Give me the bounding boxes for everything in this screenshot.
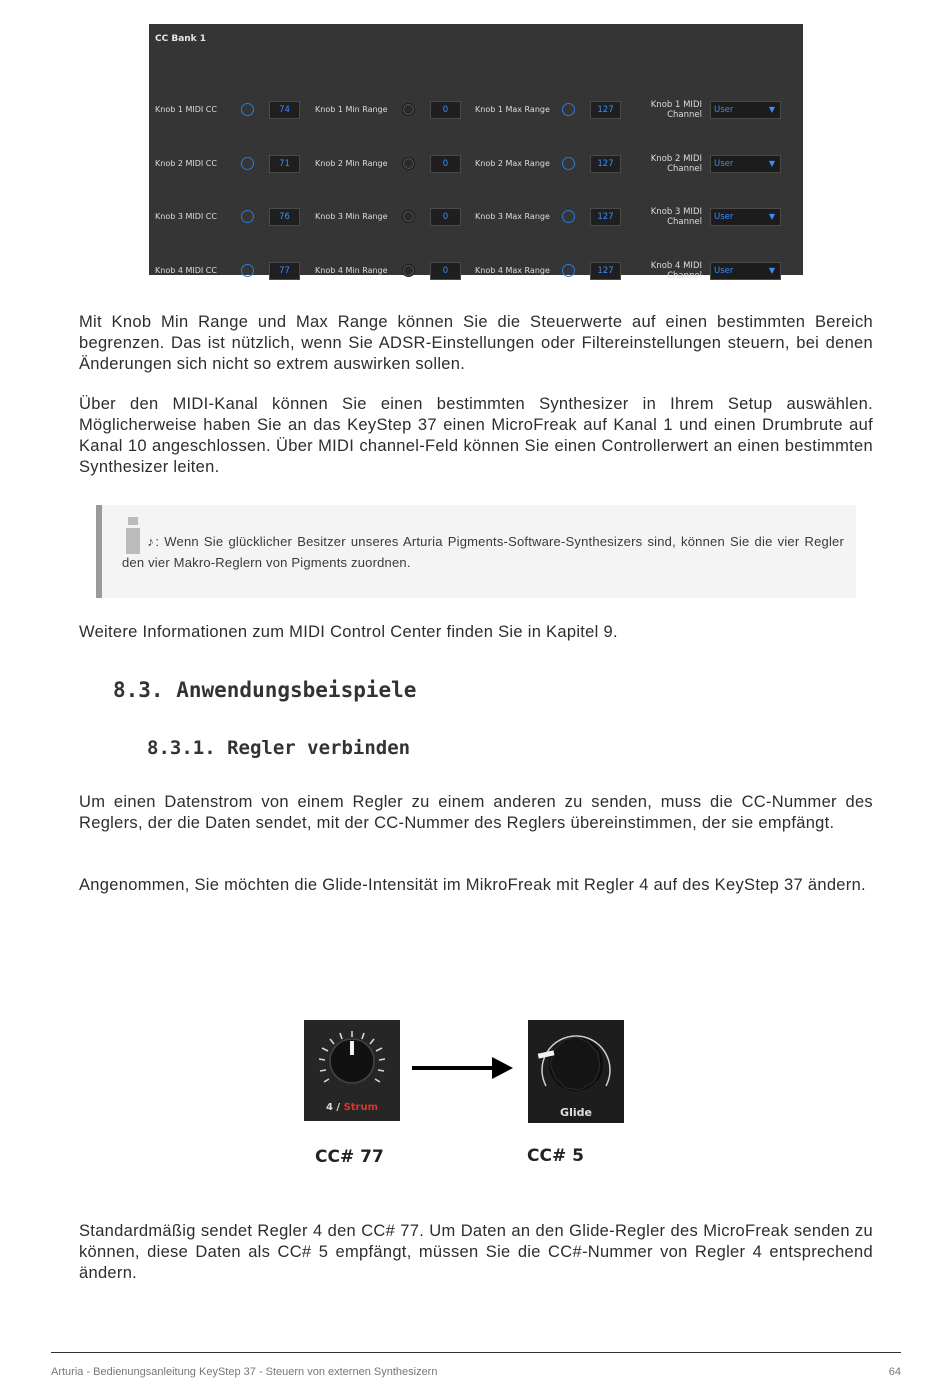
- page-number: 64: [888, 1366, 901, 1378]
- panel-title: CC Bank 1: [155, 34, 207, 44]
- dropdown-arrow-icon: ▼: [768, 105, 775, 114]
- channel-label-line2: Channel: [667, 164, 702, 174]
- max-range-knob-icon[interactable]: [562, 157, 575, 170]
- dropdown-arrow-icon: ▼: [768, 266, 775, 275]
- min-range-field[interactable]: 0: [430, 101, 461, 119]
- min-range-label: Knob 2 Min Range: [315, 159, 388, 168]
- max-range-field[interactable]: 127: [590, 155, 621, 173]
- channel-label: [644, 261, 702, 281]
- knob-label: [304, 1102, 400, 1113]
- channel-label-line1: Knob 1 MIDI: [650, 100, 702, 110]
- knob-label-name: Strum: [343, 1102, 379, 1113]
- paragraph-default-cc: Standardmäßig sendet Regler 4 den CC# 77. Um Daten an den Glide-Regler des MicroFreak senden zu können, diese Daten als CC# 5 empfängt, müssen Sie die CC#-Nummer von Regler 4 entsprechend ändern.: [79, 1222, 873, 1282]
- channel-label: [644, 207, 702, 227]
- cc-label: Knob 1 MIDI CC: [155, 105, 217, 114]
- knob-row-1: [149, 99, 803, 123]
- arrow-right-icon: [412, 1055, 514, 1081]
- min-range-knob-icon[interactable]: [402, 210, 415, 223]
- min-range-label: Knob 4 Min Range: [315, 266, 388, 275]
- cc-label: Knob 3 MIDI CC: [155, 212, 217, 221]
- min-range-field[interactable]: 0: [430, 208, 461, 226]
- channel-value: User: [714, 212, 734, 222]
- max-range-label: Knob 4 Max Range: [475, 266, 550, 275]
- min-range-label: Knob 3 Min Range: [315, 212, 388, 221]
- channel-label-line2: Channel: [667, 271, 702, 281]
- knob-row-3: [149, 206, 803, 230]
- cc77-caption: CC# 77: [315, 1147, 384, 1167]
- channel-label-line2: Channel: [667, 110, 702, 120]
- channel-dropdown[interactable]: [710, 155, 781, 173]
- paragraph-more-info: Weitere Informationen zum MIDI Control Center finden Sie in Kapitel 9.: [79, 623, 618, 641]
- min-range-field[interactable]: 0: [430, 262, 461, 280]
- channel-label: [644, 100, 702, 120]
- cc-bank-panel: [149, 24, 803, 281]
- note-content: ♪: Wenn Sie glücklicher Besitzer unseres Arturia Pigments-Software-Synthesizers sind, können Sie die vier Regler den vier Makro-Reglern von Pigments zuordnen.: [122, 534, 844, 570]
- dropdown-arrow-icon: ▼: [768, 212, 775, 221]
- channel-label: [644, 154, 702, 174]
- cc-value-field[interactable]: 74: [269, 101, 300, 119]
- microfreak-glide-image: [528, 1020, 624, 1123]
- cc-value-field[interactable]: 71: [269, 155, 300, 173]
- max-range-label: Knob 1 Max Range: [475, 105, 550, 114]
- section-heading: 8.3. Anwendungsbeispiele: [113, 678, 417, 702]
- paragraph-example: Angenommen, Sie möchten die Glide-Intensität im MikroFreak mit Regler 4 auf des KeyStep 37 ändern.: [79, 876, 866, 894]
- paragraph-midi-channel: Über den MIDI-Kanal können Sie einen bestimmten Synthesizer in Ihrem Setup auswählen. Möglicherweise haben Sie an das KeyStep 37 einen MicroFreak auf Kanal 1 und einen Drumbrute auf Kanal 10 angeschlossen. Über MIDI channel-Feld können Sie einen Controllerwert an einen bestimmten Synthesizer leiten.: [79, 395, 873, 476]
- knob-row-4: [149, 260, 803, 284]
- channel-value: User: [714, 266, 734, 276]
- info-note-box: [96, 505, 856, 598]
- channel-dropdown[interactable]: [710, 101, 781, 119]
- paragraph-cc-number: Um einen Datenstrom von einem Regler zu einem anderen zu senden, muss die CC-Nummer des Reglers, der die Daten sendet, mit der CC-Nummer des Reglers übereinstimmen, der sie empfängt.: [79, 793, 873, 832]
- note-text: [122, 531, 844, 573]
- footer-divider: [51, 1352, 901, 1353]
- cc-knob-icon[interactable]: [241, 264, 254, 277]
- max-range-field[interactable]: 127: [590, 262, 621, 280]
- max-range-field[interactable]: 127: [590, 208, 621, 226]
- keystep-knob-4-image: [304, 1020, 400, 1121]
- cc-knob-icon[interactable]: [241, 210, 254, 223]
- cc-label: Knob 2 MIDI CC: [155, 159, 217, 168]
- footer-text: Arturia - Bedienungsanleitung KeyStep 37 - Steuern von externen Synthesizern: [51, 1366, 438, 1378]
- channel-label-line1: Knob 3 MIDI: [650, 207, 702, 217]
- cc-value-field[interactable]: 77: [269, 262, 300, 280]
- channel-value: User: [714, 159, 734, 169]
- min-range-field[interactable]: 0: [430, 155, 461, 173]
- min-range-label: Knob 1 Min Range: [315, 105, 388, 114]
- channel-label-line2: Channel: [667, 217, 702, 227]
- min-range-knob-icon[interactable]: [402, 157, 415, 170]
- paragraph-min-max-range: Mit Knob Min Range und Max Range können Sie die Steuerwerte auf einen bestimmten Bereich begrenzen. Das ist nützlich, wenn Sie ADSR-Einstellungen oder Filtereinstellungen steuern, bei denen Änderungen sich nicht so extrem auswirken sollen.: [79, 313, 873, 373]
- max-range-knob-icon[interactable]: [562, 264, 575, 277]
- cc-knob-icon[interactable]: [241, 103, 254, 116]
- channel-dropdown[interactable]: [710, 208, 781, 226]
- cc-knob-icon[interactable]: [241, 157, 254, 170]
- max-range-field[interactable]: 127: [590, 101, 621, 119]
- max-range-label: Knob 3 Max Range: [475, 212, 550, 221]
- max-range-knob-icon[interactable]: [562, 210, 575, 223]
- min-range-knob-icon[interactable]: [402, 264, 415, 277]
- cc-value-field[interactable]: 76: [269, 208, 300, 226]
- knob-label-number: 4 /: [325, 1102, 341, 1113]
- glide-label: Glide: [560, 1106, 592, 1119]
- subsection-heading: 8.3.1. Regler verbinden: [147, 737, 411, 759]
- dropdown-arrow-icon: ▼: [768, 159, 775, 168]
- max-range-knob-icon[interactable]: [562, 103, 575, 116]
- channel-label-line1: Knob 2 MIDI: [650, 154, 702, 164]
- cc5-caption: CC# 5: [527, 1146, 584, 1166]
- cc-label: Knob 4 MIDI CC: [155, 266, 217, 275]
- max-range-label: Knob 2 Max Range: [475, 159, 550, 168]
- channel-value: User: [714, 105, 734, 115]
- min-range-knob-icon[interactable]: [402, 103, 415, 116]
- channel-label-line1: Knob 4 MIDI: [650, 261, 702, 271]
- channel-dropdown[interactable]: [710, 262, 781, 280]
- knob-row-2: [149, 153, 803, 177]
